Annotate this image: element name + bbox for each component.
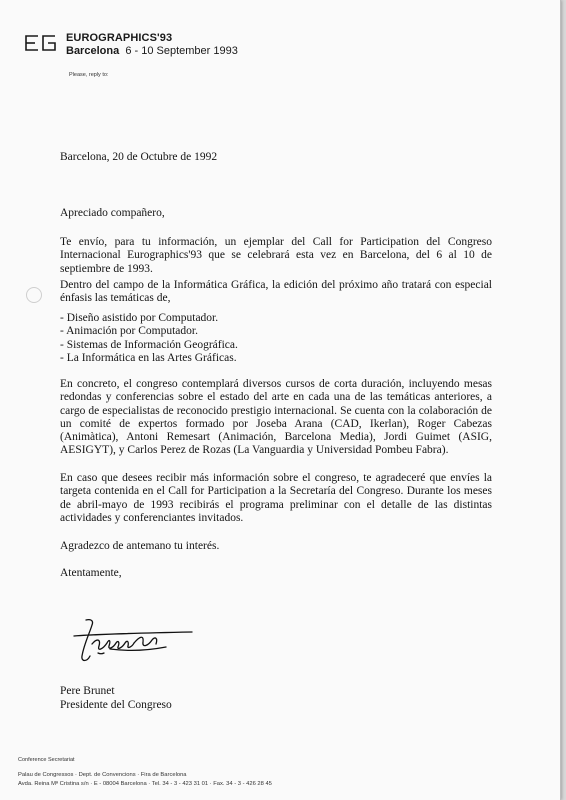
topic-list — [60, 312, 492, 365]
paragraph-2: Dentro del campo de la Informática Gráfica, la edición del próximo año tratará con especial énfasis las temáticas de, — [60, 279, 492, 305]
footer-label: Conference Secretariat — [18, 757, 75, 763]
event-name: EUROGRAPHICS'93 — [66, 32, 173, 44]
event-city: Barcelona — [66, 45, 120, 57]
handwritten-signature — [70, 616, 200, 668]
signer-title: Presidente del Congreso — [60, 699, 172, 711]
list-item: - Diseño asistido por Computador. — [60, 312, 219, 324]
conference-header — [66, 32, 238, 58]
greeting: Apreciado compañero, — [60, 207, 165, 219]
date-line: Barcelona, 20 de Octubre de 1992 — [60, 151, 218, 163]
list-item: - Animación por Computador. — [60, 325, 198, 338]
event-dates: 6 - 10 September 1993 — [125, 45, 238, 57]
list-item: - Sistemas de Información Geográfica. — [60, 338, 238, 351]
signer-name: Pere Brunet — [60, 685, 115, 697]
reply-note: Please, reply to: — [69, 72, 109, 78]
eurographics-logo-icon — [23, 34, 57, 52]
paragraph-3: En concreto, el congreso contemplará diversos cursos de corta duración, incluyendo mesas redondas y conferencias sobre el estado del arte en cada una de las temáticas anteriores, a cargo de especialistas de reconocido prestigio internacional. Se cuenta con la colaboración de un comité de expertos formado por Joseba Arana (CAD, Ikerlan), Roger Cabezas (Animàtica), Antoni Remesart (Animación, Barcelona Media), Jordi Guimet (ASIG, AESIGYT), y Carlos Perez de Rozas (La Vanguardia y Universidad Pombeu Fabra). — [60, 378, 492, 457]
punch-hole-mark — [26, 287, 42, 303]
paragraph-4: En caso que desees recibir más información sobre el congreso, te agradeceré que envíes la targeta contenida en el Call for Participation a la Secretaría del Congreso. Durante los meses de abril-mayo de 1993 recibirás el programa preliminar con el detalle de las distintas actividades y conferenciantes invitados. — [60, 472, 492, 524]
paragraph-1: Te envío, para tu información, un ejemplar del Call for Participation del Congreso Internacional Eurographics'93 que se celebrará esta vez en Barcelona, del 6 al 10 de septiembre de 1993. — [60, 236, 492, 275]
list-item: - La Informática en las Artes Gráficas. — [60, 351, 237, 364]
footer-address-line-1: Palau de Congressos · Dept. de Convencions · Fira de Barcelona — [18, 772, 187, 778]
event-location — [66, 45, 238, 58]
footer-address-line-2: Avda. Reina Mª Cristina s/n · E - 08004 Barcelona · Tel. 34 - 3 - 423 31 01 · Fax. 34 - 3 - 426 28 45 — [18, 781, 272, 787]
closing-line: Atentamente, — [60, 567, 122, 579]
thanks-line: Agradezco de antemano tu interés. — [60, 540, 220, 552]
